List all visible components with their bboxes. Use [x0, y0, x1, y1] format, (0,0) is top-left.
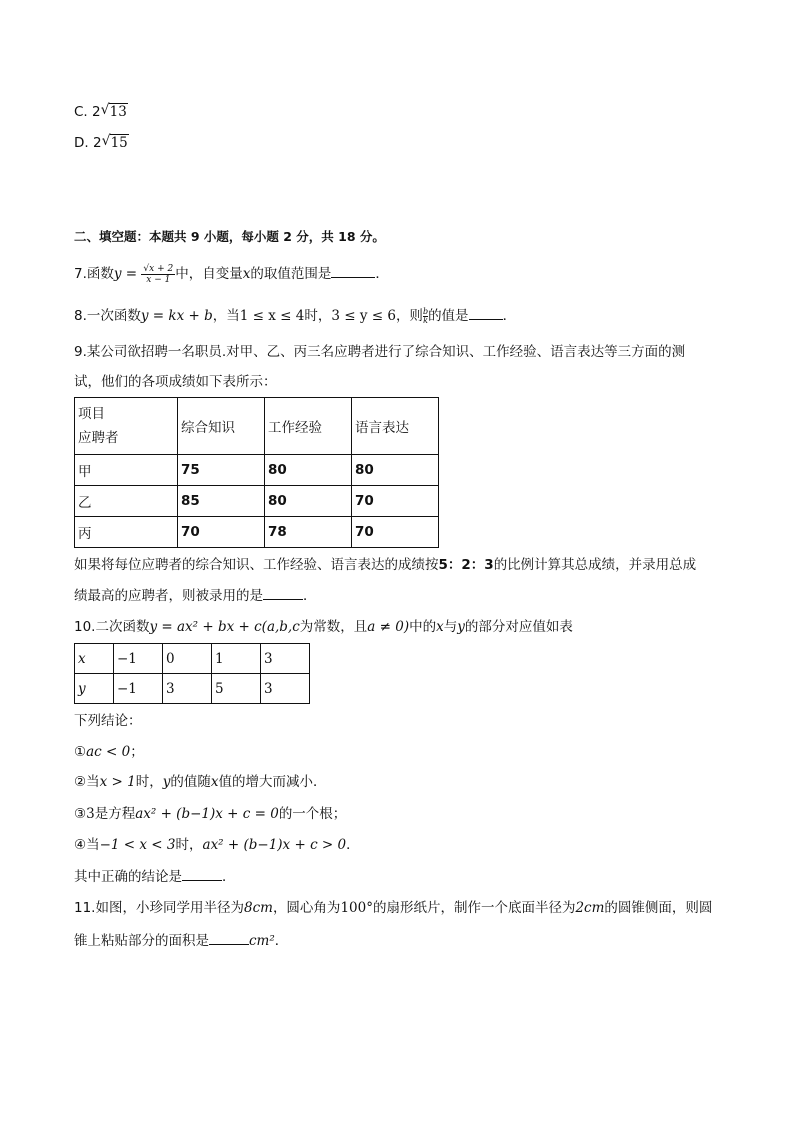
q11-line-2 — [74, 930, 288, 951]
table-cell: 85 — [178, 486, 265, 517]
row-label: x — [75, 644, 114, 674]
table-cell: 3 — [261, 644, 310, 674]
question-8 — [74, 305, 516, 326]
q7-numerator: √x + 2 — [143, 263, 174, 274]
table-cell: 5 — [212, 674, 261, 704]
q7-mid: 中，自变量 — [175, 266, 243, 282]
row-label: 乙 — [75, 486, 178, 517]
q11-end: ． — [274, 933, 289, 949]
conclusion-var: x — [210, 774, 219, 790]
row-label: 甲 — [75, 455, 178, 486]
q10-y: y — [457, 619, 465, 635]
conclusion-text: 是方程 — [94, 806, 136, 822]
q11-angle: 100° — [340, 900, 373, 916]
option-d-radicand: 15 — [110, 135, 128, 151]
q9-line3-post: 的比例计算其总成绩，并录用总成 — [493, 557, 697, 573]
question-7 — [74, 263, 389, 285]
q9-line-3 — [74, 555, 696, 575]
option-d — [74, 133, 129, 153]
row-label: y — [75, 674, 114, 704]
q10-prefix: 10.二次函数 — [74, 619, 150, 635]
q11-radius: 8cm — [243, 900, 273, 916]
q11-prefix: 11.如图，小珍同学用半径为 — [74, 900, 244, 916]
q9-ratio: 5：2：3 — [438, 557, 494, 573]
q9-line-2: 试，他们的各项成绩如下表所示： — [74, 374, 277, 390]
table-header-row — [75, 398, 439, 455]
option-c-sqrt: √ 13 — [100, 102, 127, 120]
q7-x: x — [242, 266, 251, 282]
conclusion-expr: x > 1 — [99, 774, 136, 790]
option-c — [74, 102, 128, 122]
header-bottom-label: 应聘者 — [78, 430, 119, 446]
conclusion-text: 的值随 — [170, 774, 211, 790]
conclusion-number: ③ — [74, 806, 87, 822]
q7-denominator: x − 1 — [146, 274, 171, 285]
conclusion-var: y — [162, 774, 171, 790]
q10-x: x — [436, 619, 444, 635]
table-corner-cell — [75, 398, 178, 455]
conclusion-expr: −1 < x < 3 — [99, 837, 176, 853]
table-cell: −1 — [114, 674, 163, 704]
conclusion-number: ②当 — [74, 774, 100, 790]
row-label: 丙 — [75, 517, 178, 548]
conclusion-text: 时， — [135, 774, 163, 790]
q7-answer-blank[interactable] — [331, 263, 375, 278]
table-row — [75, 455, 439, 486]
q8-answer-blank[interactable] — [469, 305, 503, 320]
conclusion-end: ． — [346, 837, 360, 853]
table-cell: 70 — [352, 486, 439, 517]
table-cell: 75 — [178, 455, 265, 486]
q8-mid3: ，则 — [395, 308, 423, 324]
q9-line4-text: 绩最高的应聘者，则被录用的是 — [74, 588, 263, 604]
column-header: 综合知识 — [178, 398, 265, 455]
table-cell: 78 — [265, 517, 352, 548]
section-heading: 二、填空题：本题共 9 小题，每小题 2 分，共 18 分。 — [74, 229, 385, 244]
q11-answer-blank[interactable] — [209, 930, 249, 945]
option-d-label: D. 2 — [74, 135, 102, 151]
table-cell: 80 — [352, 455, 439, 486]
table-cell: 70 — [352, 517, 439, 548]
question-10 — [74, 617, 573, 637]
table-cell: 80 — [265, 455, 352, 486]
q9-score-table — [74, 397, 439, 548]
table-row — [75, 486, 439, 517]
q10-conclusion-2 — [74, 772, 326, 792]
conclusion-number: ④当 — [74, 837, 100, 853]
q10-answer-pre: 其中正确的结论是 — [74, 869, 182, 885]
q10-answer-line — [74, 866, 236, 887]
option-c-radicand: 13 — [109, 104, 127, 120]
q10-cond: a ≠ 0) — [367, 619, 410, 635]
column-header: 工作经验 — [265, 398, 352, 455]
table-row — [75, 674, 310, 704]
q10-conclusion-3 — [74, 804, 346, 824]
q10-post: 的部分对应值如表 — [464, 619, 573, 635]
q10-expr: y = ax² + bx + c(a,b,c — [149, 619, 300, 635]
q9-line3-pre: 如果将每位应聘者的综合知识、工作经验、语言表达的成绩按 — [74, 557, 439, 573]
table-cell: 70 — [178, 517, 265, 548]
q11-mid2: 的扇形纸片，制作一个底面半径为 — [372, 900, 576, 916]
conclusion-end: ； — [130, 744, 144, 760]
conclusion-text: 时， — [175, 837, 203, 853]
conclusion-expr: ac < 0 — [86, 744, 131, 760]
q8-post: 的值是 — [428, 308, 469, 324]
header-top-label: 项目 — [78, 406, 105, 422]
q8-prefix: 8.一次函数 — [74, 308, 141, 324]
q8-expr: y = kx + b — [140, 308, 213, 324]
q11-mid1: ，圆心角为 — [272, 900, 341, 916]
q10-mid2: 中的 — [409, 619, 437, 635]
column-header: 语言表达 — [352, 398, 439, 455]
table-row — [75, 644, 310, 674]
q8-end: ． — [502, 308, 517, 324]
q10-answer-blank[interactable] — [182, 866, 222, 881]
q7-post: 的取值范围是 — [250, 266, 332, 282]
q7-end: ． — [375, 266, 389, 282]
q11-line2-text: 锥上粘贴部分的面积是 — [74, 933, 209, 949]
table-cell: 1 — [212, 644, 261, 674]
conclusion-text: 值的增大而减小． — [218, 774, 327, 790]
q7-fraction — [141, 264, 175, 285]
q9-line-1: 9.某公司欲招聘一名职员.对甲、乙、丙三名应聘者进行了综合知识、工作经验、语言表达等三方面的测 — [74, 344, 686, 360]
option-d-sqrt: √ 15 — [101, 133, 128, 151]
q10-answer-end: ． — [222, 869, 236, 885]
conclusion-value: 3 — [86, 806, 95, 822]
table-cell: 0 — [163, 644, 212, 674]
q9-answer-blank[interactable] — [263, 585, 303, 600]
table-cell: 3 — [163, 674, 212, 704]
table-cell: −1 — [114, 644, 163, 674]
q10-mid: 为常数，且 — [299, 619, 368, 635]
q7-y-eq: y = — [113, 266, 142, 282]
q9-end: ． — [303, 588, 317, 604]
q8-mid2: 时， — [304, 308, 332, 324]
question-11 — [74, 898, 712, 918]
q8-mid1: ，当 — [212, 308, 240, 324]
q8-frac-den: k — [423, 315, 428, 325]
q10-conclusions-label: 下列结论： — [74, 713, 142, 729]
q10-and: 与 — [443, 619, 458, 635]
q10-conclusion-1 — [74, 742, 144, 762]
q8-cond1: 1 ≤ x ≤ 4 — [239, 308, 305, 324]
q9-line-4 — [74, 585, 317, 606]
conclusion-expr: ax² + (b−1)x + c = 0 — [135, 806, 279, 822]
q11-post: 的圆锥侧面，则圆 — [604, 900, 713, 916]
conclusion-expr: ax² + (b−1)x + c > 0 — [202, 837, 347, 853]
q10-value-table — [74, 643, 310, 704]
option-c-label: C. 2 — [74, 104, 101, 120]
q8-cond2: 3 ≤ y ≤ 6 — [331, 308, 396, 324]
table-cell: 80 — [265, 486, 352, 517]
conclusion-number: ① — [74, 744, 87, 760]
q11-unit: cm² — [249, 933, 275, 949]
q7-prefix: 7.函数 — [74, 266, 114, 282]
table-row — [75, 517, 439, 548]
q10-conclusion-4 — [74, 835, 360, 855]
q8-frac-num: b — [422, 306, 429, 316]
conclusion-text: 的一个根； — [278, 806, 347, 822]
q11-base-radius: 2cm — [575, 900, 605, 916]
table-cell: 3 — [261, 674, 310, 704]
